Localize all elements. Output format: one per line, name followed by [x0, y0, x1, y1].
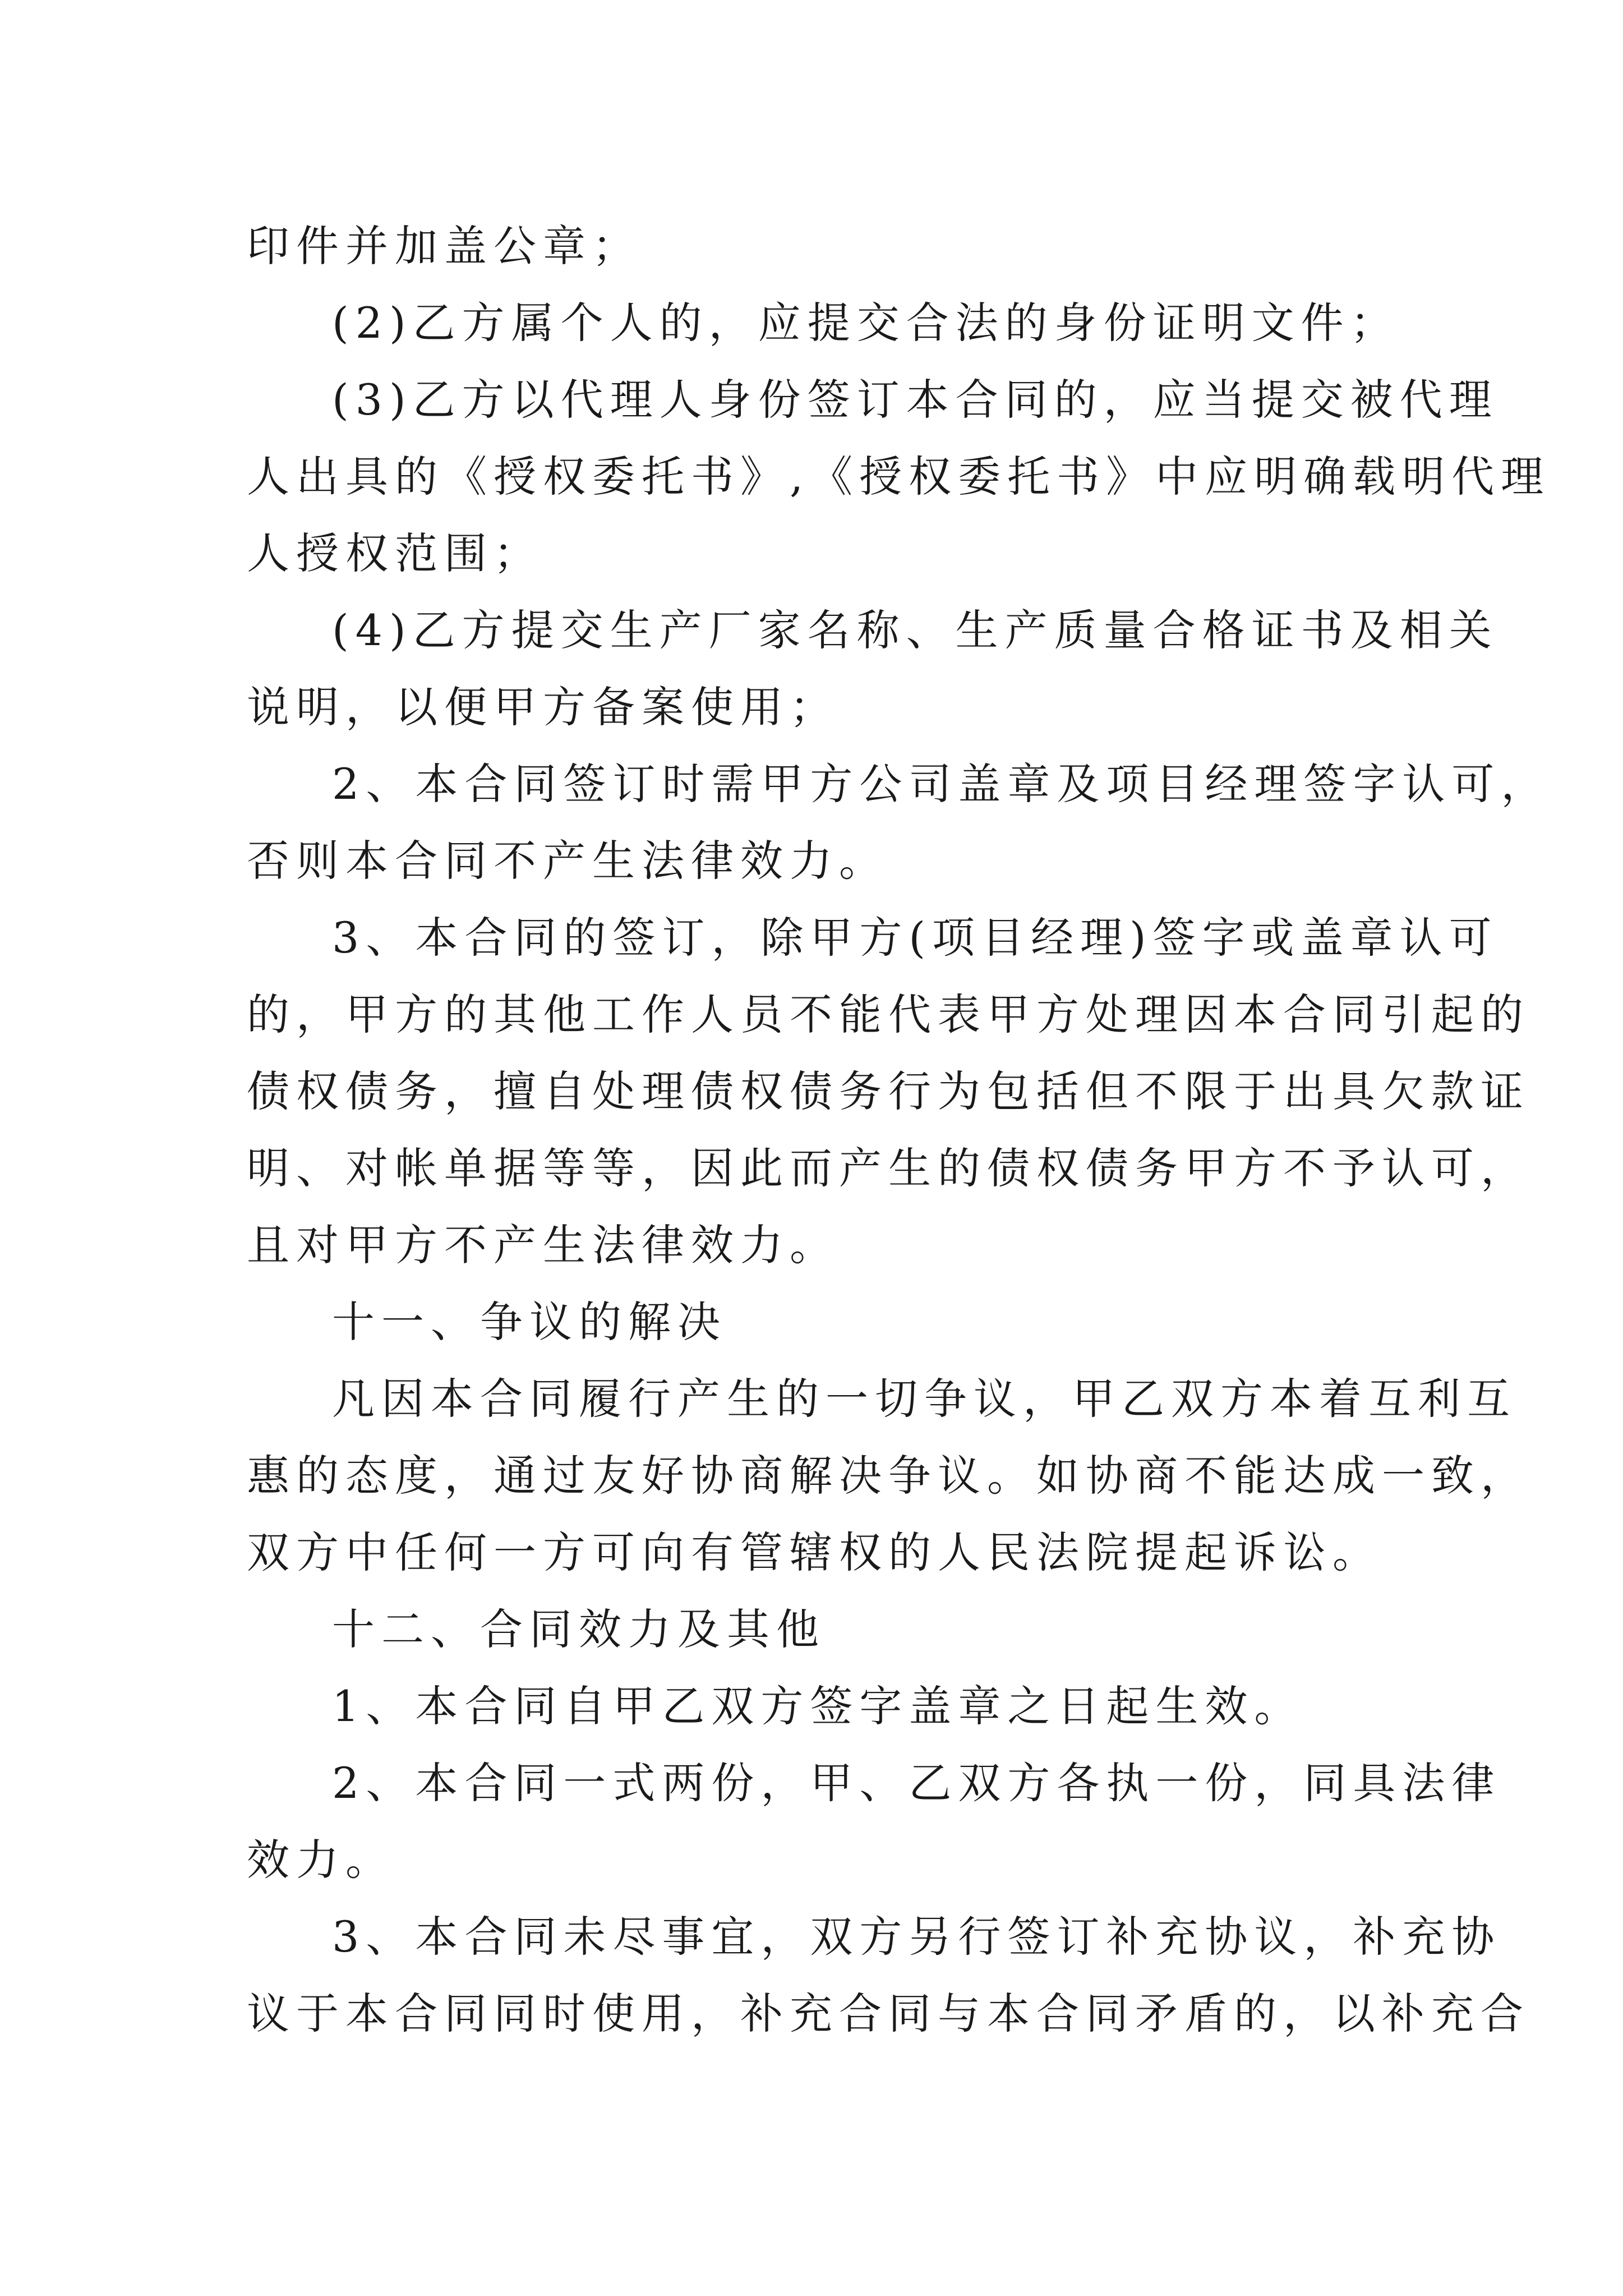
- text-line: (4)乙方提交生产厂家名称、生产质量合格证书及相关: [332, 605, 1498, 655]
- text-line: 否则本合同不产生法律效力。: [247, 836, 888, 886]
- text-line: 说明，以便甲方备案使用；: [247, 682, 839, 732]
- text-line: 凡因本合同履行产生的一切争议，甲乙双方本着互利互: [332, 1374, 1516, 1424]
- section-heading: 十一、争议的解决: [332, 1297, 727, 1347]
- text-line: 人授权范围；: [247, 528, 543, 578]
- text-line: 且对甲方不产生法律效力。: [247, 1220, 839, 1270]
- text-line: 债权债务，擅自处理债权债务行为包括但不限于出具欠款证: [247, 1066, 1530, 1116]
- text-line: 3、本合同的签订，除甲方(项目经理)签字或盖章认可: [332, 913, 1498, 963]
- text-line: 的，甲方的其他工作人员不能代表甲方处理因本合同引起的: [247, 990, 1530, 1039]
- document-body: [247, 208, 1551, 2052]
- section-heading: 十二、合同效力及其他: [332, 1604, 826, 1654]
- text-line: 明、对帐单据等等，因此而产生的债权债务甲方不予认可，: [247, 1143, 1530, 1193]
- text-line: 惠的态度，通过友好协商解决争议。如协商不能达成一致，: [247, 1451, 1530, 1501]
- text-line: 议于本合同同时使用，补充合同与本合同矛盾的，以补充合: [247, 1989, 1530, 2039]
- text-line: 人出具的《授权委托书》,《授权委托书》中应明确载明代理: [247, 452, 1551, 501]
- text-line: (3)乙方以代理人身份签订本合同的，应当提交被代理: [332, 375, 1498, 425]
- text-line: 2、本合同一式两份，甲、乙双方各执一份，同具法律: [332, 1758, 1501, 1808]
- text-line: (2)乙方属个人的，应提交合法的身份证明文件；: [332, 298, 1400, 348]
- text-line: 印件并加盖公章；: [247, 221, 642, 271]
- text-line: 3、本合同未尽事宜，双方另行签订补充协议，补充协: [332, 1912, 1501, 1962]
- text-line: 2、本合同签订时需甲方公司盖章及项目经理签字认可，: [332, 759, 1551, 809]
- text-line: 双方中任何一方可向有管辖权的人民法院提起诉讼。: [247, 1527, 1382, 1577]
- text-line: 1、本合同自甲乙双方签字盖章之日起生效。: [332, 1681, 1304, 1731]
- text-line: 效力。: [247, 1835, 395, 1885]
